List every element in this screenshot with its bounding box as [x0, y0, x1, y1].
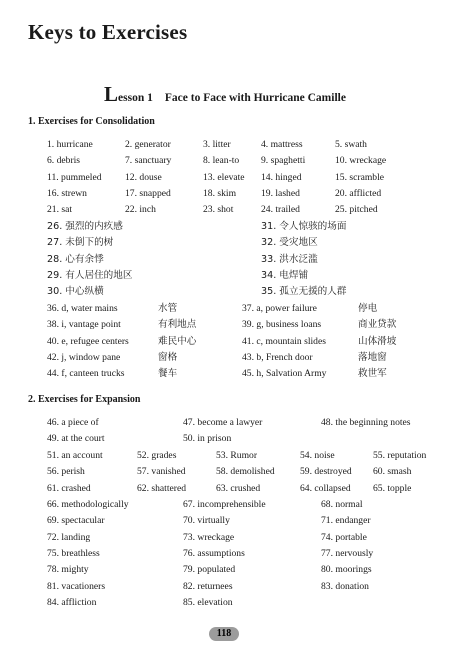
answer-item: 82. returnees: [183, 580, 233, 592]
answer-item: 14. hinged: [261, 171, 302, 183]
answer-item: 33. 洪水泛滥: [261, 253, 318, 265]
answer-item: 69. spectacular: [47, 515, 105, 527]
answer-item: 3. litter: [203, 139, 231, 150]
answer-item: 救世军: [358, 368, 387, 380]
answer-item: 29. 有人居住的地区: [47, 269, 133, 281]
answer-item: 76. assumptions: [183, 547, 245, 559]
page-number: 118: [209, 627, 239, 641]
answer-item: 39. g, business loans: [242, 319, 322, 331]
answer-item: 停电: [358, 303, 378, 314]
answer-item: 13. elevate: [203, 171, 245, 183]
answer-item: 83. donation: [321, 580, 369, 592]
answer-item: 49. at the court: [47, 433, 105, 445]
answer-item: 66. methodologically: [47, 499, 129, 510]
answer-item: 38. i, vantage point: [47, 319, 121, 331]
answer-item: 70. virtually: [183, 515, 230, 527]
answer-item: 20. afflicted: [335, 187, 382, 199]
answer-item: 18. skim: [203, 187, 237, 199]
answer-item: 63. crushed: [216, 482, 261, 494]
answer-item: 17. snapped: [125, 187, 171, 199]
answer-item: 22. inch: [125, 204, 156, 216]
answer-item: 山体滑坡: [358, 335, 397, 347]
answer-item: 水管: [158, 303, 178, 314]
answer-item: 30. 中心纵横: [47, 286, 104, 298]
section-title-expansion: 2. Exercises for Expansion: [28, 394, 141, 405]
answer-item: 67. incomprehensible: [183, 499, 266, 510]
answer-item: 23. shot: [203, 204, 234, 216]
answer-item: 85. elevation: [183, 596, 233, 608]
answer-item: 62. shattered: [137, 482, 187, 494]
answer-item: 64. collapsed: [300, 482, 351, 494]
answer-item: 41. c, mountain slides: [242, 335, 326, 347]
answer-item: 61. crashed: [47, 482, 91, 494]
answer-item: 10. wreckage: [335, 155, 387, 167]
answer-item: 80. moorings: [321, 564, 372, 576]
answer-item: 落地窗: [358, 351, 387, 363]
lesson-drop-cap: L: [104, 82, 119, 106]
answer-item: 4. mattress: [261, 139, 303, 150]
answer-item: 36. d, water mains: [47, 303, 118, 314]
answer-item: 45. h, Salvation Army: [242, 368, 327, 380]
answer-item: 12. douse: [125, 171, 162, 183]
answer-item: 9. spaghetti: [261, 155, 306, 167]
answer-item: 24. trailed: [261, 204, 300, 216]
answer-item: 21. sat: [47, 204, 73, 216]
answer-item: 8. lean-to: [203, 155, 240, 167]
lesson-title: Face to Face with Hurricane Camille: [164, 92, 346, 104]
answer-item: 有利地点: [158, 319, 197, 331]
answer-item: 46. a piece of: [47, 417, 99, 428]
answer-item: 37. a, power failure: [242, 303, 317, 314]
answer-item: 19. lashed: [261, 187, 300, 199]
answer-item: 56. perish: [47, 466, 85, 478]
answer-item: 54. noise: [300, 450, 335, 461]
answer-item: 52. grades: [137, 450, 177, 461]
answer-item: 商业贷款: [358, 319, 397, 331]
answer-item: 44. f, canteen trucks: [47, 368, 125, 380]
answer-item: 11. pummeled: [47, 171, 102, 183]
document-title: Keys to Exercises: [28, 20, 188, 44]
answer-item: 25. pitched: [335, 204, 378, 216]
lesson-number: esson 1: [118, 92, 153, 104]
answer-item: 60. smash: [373, 466, 412, 478]
answer-item: 31. 令人惊骇的场面: [261, 221, 347, 232]
answer-item: 77. nervously: [321, 547, 374, 559]
answer-item: 42. j, window pane: [47, 351, 121, 363]
answer-item: 55. reputation: [373, 450, 427, 461]
answer-item: 65. topple: [373, 482, 412, 494]
answer-item: 7. sanctuary: [125, 155, 172, 167]
answer-item: 5. swath: [335, 139, 367, 150]
answer-item: 35. 孤立无援的人群: [261, 286, 347, 298]
answer-item: 50. in prison: [183, 433, 232, 445]
answer-item: 84. affliction: [47, 596, 97, 608]
answer-item: 窗格: [158, 351, 178, 363]
answer-item: 16. strewn: [47, 187, 87, 199]
answer-item: 78. mighty: [47, 564, 89, 576]
answer-item: 51. an account: [47, 450, 103, 461]
answer-item: 59. destroyed: [300, 466, 352, 478]
answer-item: 47. become a lawyer: [183, 417, 263, 428]
answer-item: 58. demolished: [216, 466, 275, 478]
answer-item: 43. b, French door: [242, 351, 313, 363]
answer-item: 32. 受灾地区: [261, 237, 318, 249]
answer-item: 34. 电焊铺: [261, 269, 309, 281]
answer-item: 71. endanger: [321, 515, 371, 527]
answer-item: 餐车: [158, 368, 178, 380]
answer-item: 1. hurricane: [47, 139, 93, 150]
answer-item: 难民中心: [158, 335, 197, 347]
answer-item: 6. debris: [47, 155, 81, 167]
answer-item: 68. normal: [321, 499, 363, 510]
answer-item: 57. vanished: [137, 466, 186, 478]
answer-item: 26. 强烈的内疚感: [47, 221, 123, 232]
answer-item: 40. e, refugee centers: [47, 335, 129, 347]
answer-item: 74. portable: [321, 531, 367, 543]
answer-item: 73. wreckage: [183, 531, 235, 543]
answer-item: 28. 心有余悸: [47, 253, 104, 265]
answer-item: 53. Rumor: [216, 450, 258, 461]
answer-item: 81. vacationers: [47, 580, 106, 592]
answer-item: 75. breathless: [47, 547, 100, 559]
answer-item: 48. the beginning notes: [321, 417, 411, 428]
answer-item: 27. 未倒下的树: [47, 237, 114, 249]
answer-item: 15. scramble: [335, 171, 385, 183]
answer-item: 2. generator: [125, 139, 171, 150]
answer-item: 79. populated: [183, 564, 236, 576]
section-title-consolidation: 1. Exercises for Consolidation: [28, 116, 155, 127]
answer-item: 72. landing: [47, 531, 91, 543]
